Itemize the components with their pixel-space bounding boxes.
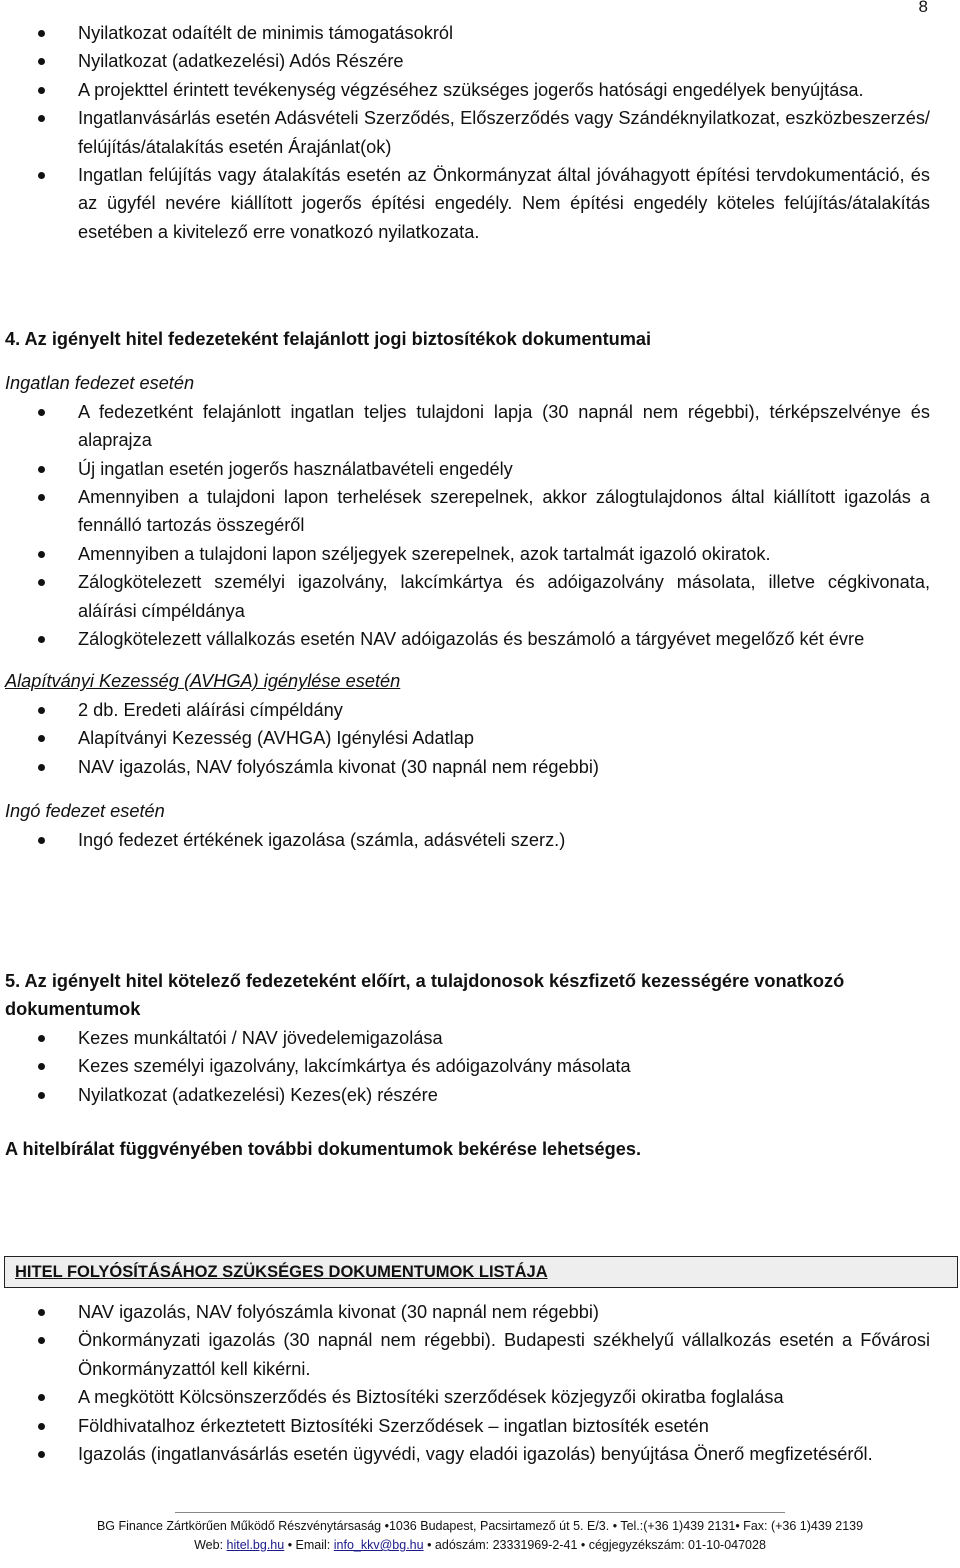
list-item: Ingó fedezet értékének igazolása (számla, adásvételi szerz.) — [0, 826, 960, 854]
section-5-list — [0, 1024, 960, 1109]
top-document-list — [0, 19, 960, 246]
folyositas-title: HITEL FOLYÓSÍTÁSÁHOZ SZÜKSÉGES DOKUMENTUMOK LISTÁJA — [15, 1263, 548, 1281]
list-item: 2 db. Eredeti aláírási címpéldány — [0, 696, 960, 724]
ingo-heading: Ingó fedezet esetén — [5, 801, 165, 822]
ingatlan-heading: Ingatlan fedezet esetén — [5, 373, 195, 394]
list-item: Amennyiben a tulajdoni lapon terhelések szerepelnek, akkor zálogtulajdonos által kiállított igazolás a fennálló tartozás összegéről — [0, 483, 960, 540]
alapitvanyi-list — [0, 696, 960, 781]
list-item: NAV igazolás, NAV folyószámla kivonat (30 napnál nem régebbi) — [0, 753, 960, 781]
folyositas-section — [0, 1256, 960, 1468]
page-number: 8 — [918, 0, 928, 16]
ingatlan-list — [0, 398, 960, 654]
footer-company-line: BG Finance Zártkörűen Működő Részvénytársaság •1036 Budapest, Pacsirtamező út 5. E/3. • Tel.:(+36 1)439 2131• Fax: (+36 1)439 2139 — [96, 1519, 864, 1533]
list-item: Új ingatlan esetén jogerős használatbavételi engedély — [0, 455, 960, 483]
footer-web-label: Web: — [194, 1538, 224, 1552]
list-item: Alapítványi Kezesség (AVHGA) Igénylési Adatlap — [0, 724, 960, 752]
footer — [0, 1512, 960, 1555]
list-item: Ingatlanvásárlás esetén Adásvételi Szerződés, Előszerződés vagy Szándéknyilatkozat, eszközbeszerzés/ felújítás/átalakítás esetén Árajánlat(ok) — [0, 104, 960, 161]
list-item: Zálogkötelezett személyi igazolvány, lakcímkártya és adóigazolvány másolata, illetve cégkivonata, aláírási címpéldánya — [0, 568, 960, 625]
list-item: Nyilatkozat (adatkezelési) Kezes(ek) részére — [0, 1081, 960, 1109]
ingo-list — [0, 826, 960, 854]
closing-note: A hitelbírálat függvényében további dokumentumok bekérése lehetséges. — [5, 1139, 642, 1160]
list-item: NAV igazolás, NAV folyószámla kivonat (30 napnál nem régebbi) — [0, 1298, 960, 1326]
footer-contact-line — [0, 1536, 960, 1555]
list-item: Önkormányzati igazolás (30 napnál nem régebbi). Budapesti székhelyű vállalkozás esetén a Fővárosi Önkormányzattól kell kikérni. — [0, 1326, 960, 1383]
list-item: Kezes személyi igazolvány, lakcímkártya és adóigazolvány másolata — [0, 1052, 960, 1080]
list-item: Kezes munkáltatói / NAV jövedelemigazolása — [0, 1024, 960, 1052]
folyositas-title-box — [4, 1256, 958, 1288]
folyositas-list — [0, 1298, 960, 1468]
list-item: Igazolás (ingatlanvásárlás esetén ügyvédi, vagy eladói igazolás) benyújtása Önerő megfizetéséről. — [0, 1440, 960, 1468]
footer-web-link[interactable]: hitel.bg.hu — [226, 1538, 285, 1552]
section-5-title: 5. Az igényelt hitel kötelező fedezeteként előírt, a tulajdonosok készfizető kezességére vonatkozó dokumentumok — [5, 971, 845, 1020]
list-item: Zálogkötelezett vállalkozás esetén NAV adóigazolás és beszámoló a tárgyévet megelőző két évre — [0, 625, 960, 653]
section-4-title: 4. Az igényelt hitel fedezeteként felajánlott jogi biztosítékok dokumentumai — [5, 329, 652, 349]
list-item: Amennyiben a tulajdoni lapon széljegyek szerepelnek, azok tartalmát igazoló okiratok. — [0, 540, 960, 568]
list-item: Ingatlan felújítás vagy átalakítás esetén az Önkormányzat által jóváhagyott építési tervdokumentáció, és az ügyfél nevére kiállított jogerős építési engedély. Nem építési engedély köteles felújítás/átalakítás esetében a kivitelező erre vonatkozó nyilatkozata. — [0, 161, 960, 246]
list-item: Nyilatkozat odaítélt de minimis támogatásokról — [0, 19, 960, 47]
footer-divider — [175, 1512, 785, 1513]
section-4 — [0, 325, 960, 854]
footer-email-link[interactable]: info_kkv@bg.hu — [333, 1538, 424, 1552]
footer-tax-info: • adószám: 23331969-2-41 • cégjegyzékszám: 01-10-047028 — [427, 1538, 766, 1552]
list-item: Földhivatalhoz érkeztetett Biztosítéki Szerződések – ingatlan biztosíték esetén — [0, 1412, 960, 1440]
section-5 — [0, 967, 960, 1163]
footer-email-label: • Email: — [287, 1538, 331, 1552]
list-item: A fedezetként felajánlott ingatlan teljes tulajdoni lapja (30 napnál nem régebbi), térképszelvénye és alaprajza — [0, 398, 960, 455]
list-item: Nyilatkozat (adatkezelési) Adós Részére — [0, 47, 960, 75]
list-item: A projekttel érintett tevékenység végzéséhez szükséges jogerős hatósági engedélyek benyújtása. — [0, 76, 960, 104]
list-item: A megkötött Kölcsönszerződés és Biztosítéki szerződések közjegyzői okiratba foglalása — [0, 1383, 960, 1411]
alapitvanyi-heading: Alapítványi Kezesség (AVHGA) igénylése esetén — [5, 671, 401, 692]
